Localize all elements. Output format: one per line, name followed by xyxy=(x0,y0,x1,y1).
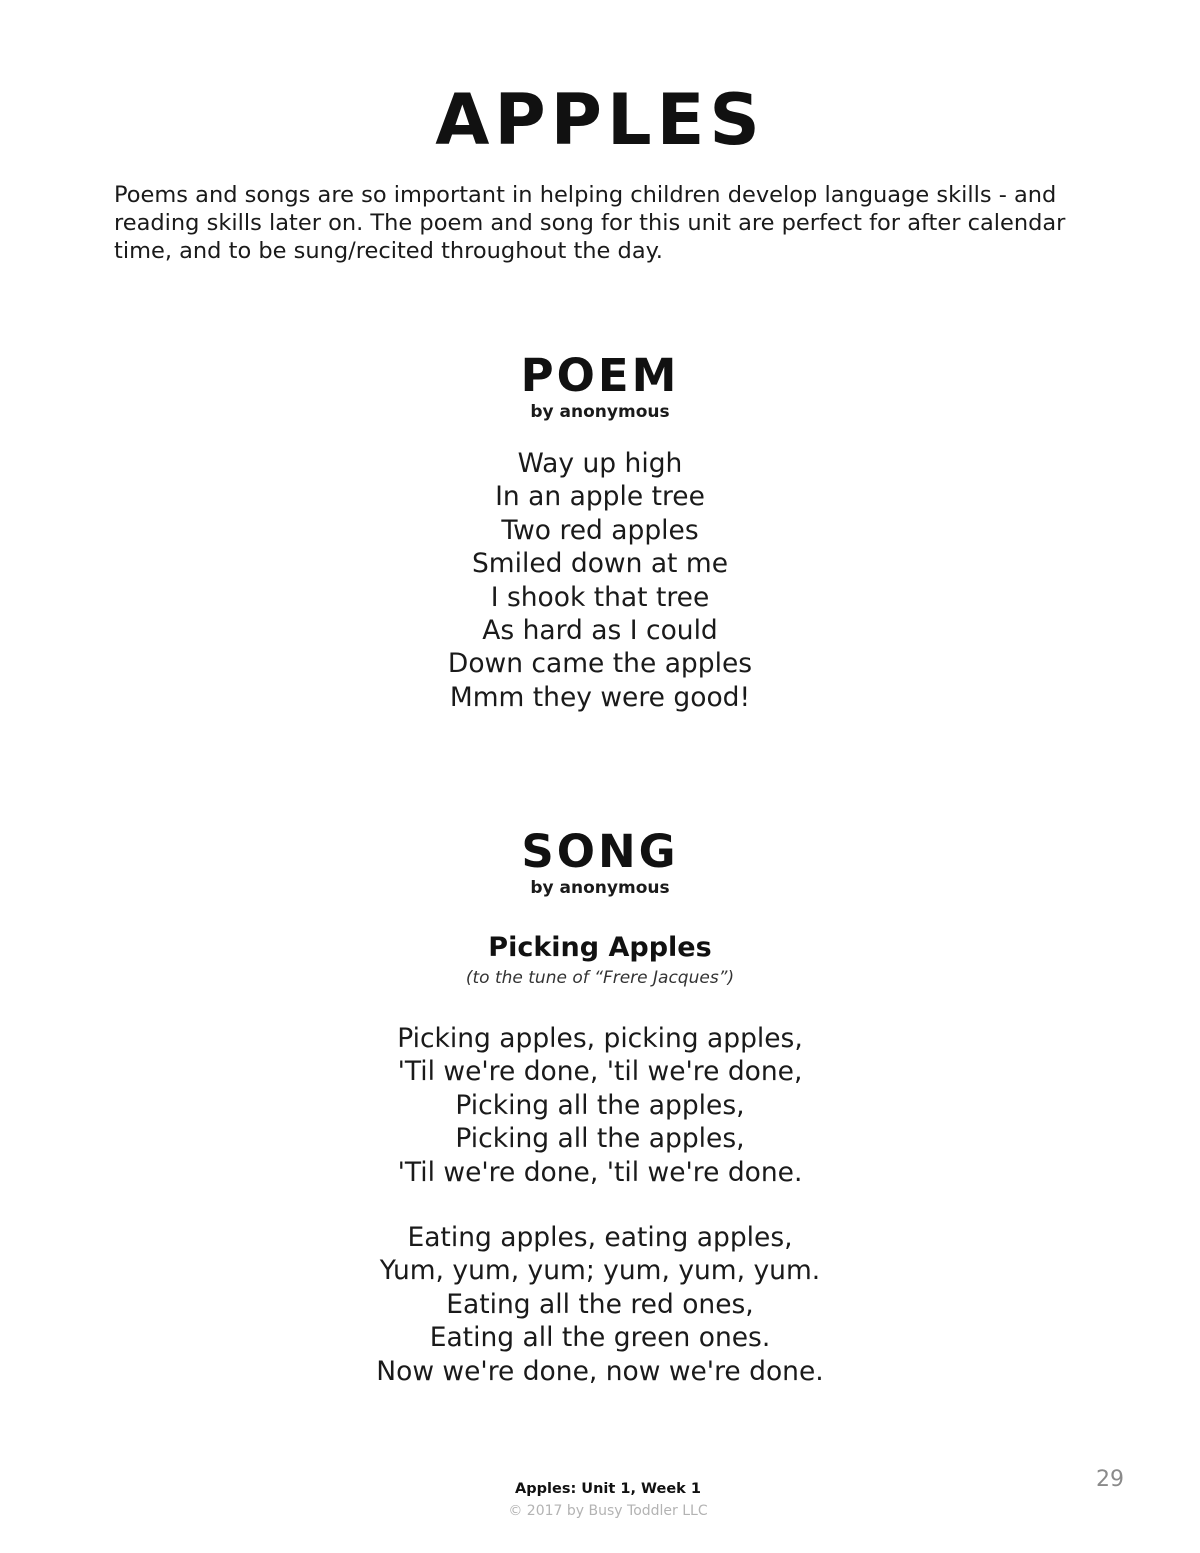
poem-line: Two red apples xyxy=(501,514,699,546)
poem-line: Smiled down at me xyxy=(471,548,728,580)
song-line: Eating apples, eating apples, xyxy=(407,1222,793,1253)
poem-heading: POEM xyxy=(520,349,680,402)
poem-line: As hard as I could xyxy=(482,615,718,647)
song-verse-2 xyxy=(0,1221,1200,1388)
song-line: 'Til we're done, 'til we're done, xyxy=(397,1056,803,1088)
song-line: Picking all the apples, xyxy=(455,1123,745,1155)
footer-unit-label: Apples: Unit 1, Week 1 xyxy=(515,1481,701,1497)
poem-line: Down came the apples xyxy=(447,648,753,680)
song-tune-note: (to the tune of “Frere Jacques”) xyxy=(465,968,735,988)
poem-line: Mmm they were good! xyxy=(449,681,751,713)
song-heading: SONG xyxy=(521,825,679,878)
song-line: Eating all the red ones, xyxy=(446,1288,754,1320)
page-number: 29 xyxy=(1096,1467,1124,1492)
song-line: Yum, yum, yum; yum, yum, yum. xyxy=(379,1255,821,1287)
intro-paragraph: Poems and songs are so important in helping children develop language skills - and reading skills later on. The poem and song for this unit are perfect for after calendar time, and to be sung/recited throughout the day. xyxy=(114,182,1066,264)
song-byline: by anonymous xyxy=(530,878,670,898)
poem-byline: by anonymous xyxy=(530,402,670,422)
poem-line: In an apple tree xyxy=(495,481,705,513)
song-title: Picking Apples xyxy=(488,932,712,963)
song-line: 'Til we're done, 'til we're done. xyxy=(397,1156,803,1188)
footer-copyright: © 2017 by Busy Toddler LLC xyxy=(508,1503,708,1519)
poem-line: Way up high xyxy=(517,448,683,479)
song-line: Picking all the apples, xyxy=(455,1089,745,1121)
song-verse-1 xyxy=(0,1022,1200,1189)
song-line: Eating all the green ones. xyxy=(429,1322,771,1354)
poem-verse xyxy=(0,447,1200,714)
poem-line: I shook that tree xyxy=(490,581,710,613)
song-line: Picking apples, picking apples, xyxy=(397,1023,803,1054)
song-line: Now we're done, now we're done. xyxy=(376,1355,824,1387)
page-title: APPLES xyxy=(435,79,765,161)
